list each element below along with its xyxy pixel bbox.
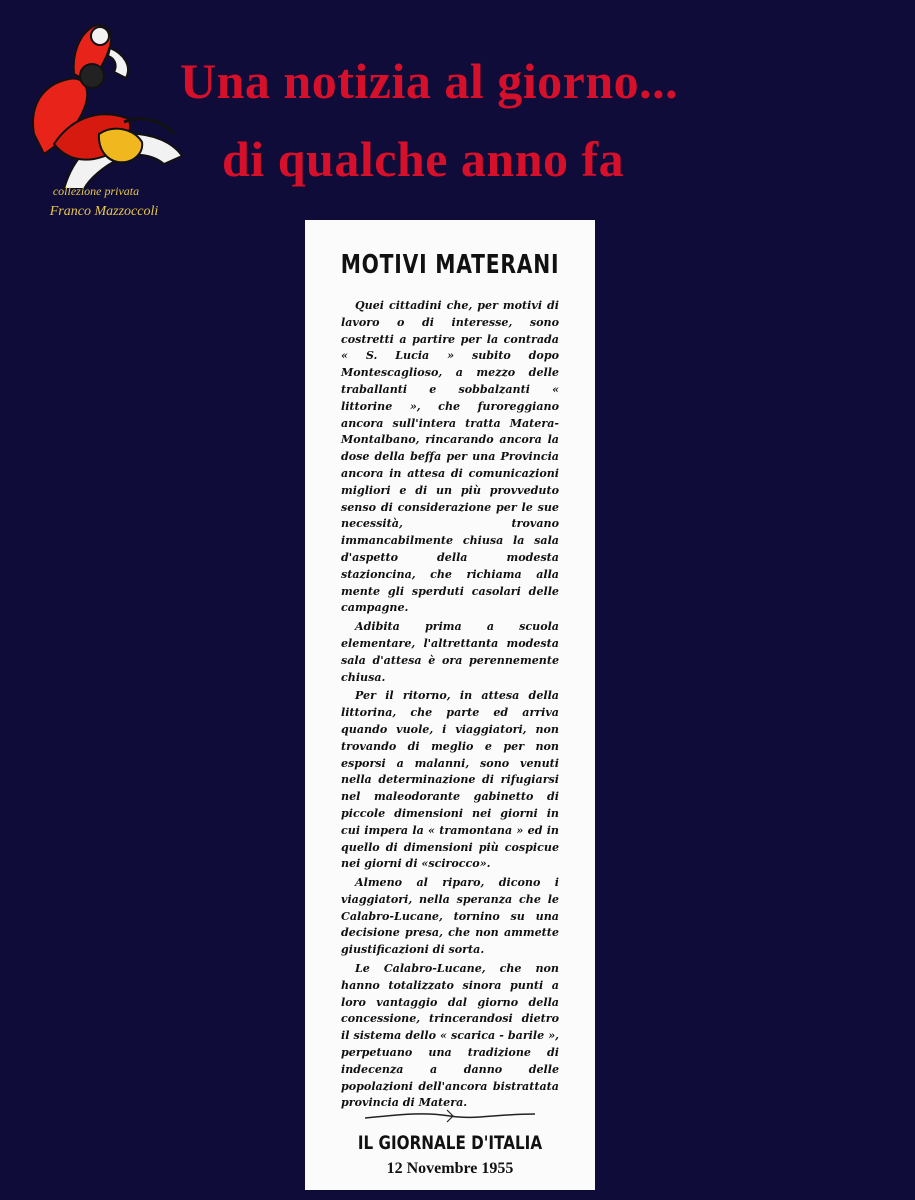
logo-caption-line1: collezione privata	[52, 184, 140, 198]
dancer-figure-icon	[14, 14, 194, 189]
article-paragraph: Adibita prima a scuola elementare, l'altrettanta modesta sala d'attesa è ora perennemente chiusa.	[341, 620, 559, 684]
collection-logo	[14, 14, 194, 224]
article-paragraph: Almeno al riparo, dicono i viaggiatori, nella speranza che le Calabro-Lucane, tornino su una decisione presa, che non ammette giustificazioni di sorta.	[341, 876, 559, 957]
newspaper-source: IL GIORNALE D'ITALIA	[357, 1132, 543, 1154]
article-paragraph: Le Calabro-Lucane, che non hanno totalizzato sinora punti a loro vantaggio dal giorno della concessione, trincerandosi dietro il sistema dello « scarica - barile », perpetuano una tradizione di indecenza a danno delle popolazioni dell'ancora bistrattata provincia di Matera.	[341, 962, 559, 1110]
headline-line2: di qualche anno fa	[222, 131, 625, 187]
article-title: MOTIVI MATERANI	[340, 250, 560, 280]
article-paragraph: Per il ritorno, in attesa della littorina, che parte ed arriva quando vuole, i viaggiatori, non trovando di meglio e per non esporsi a malanni, sono venuti nella determinazione di rifugiarsi nel maleodorante gabinetto di piccole dimensioni nei giorni in cui impera la « tramontana » ed in quello di dimensioni più cospicue nei giorni di «scirocco».	[341, 689, 559, 871]
publication-date: 12 Novembre 1955	[386, 1160, 514, 1177]
decorative-divider	[365, 1108, 535, 1124]
headline-line1: Una notizia al giorno...	[180, 53, 679, 109]
newspaper-clipping	[305, 220, 595, 1190]
logo-caption-line2: Franco Mazzoccoli	[49, 204, 159, 219]
article-paragraph: Quei cittadini che, per motivi di lavoro o di interesse, sono costretti a partire per la contrada « S. Lucia » subito dopo Montescaglioso, a mezzo delle traballanti e sobbalzanti « littorine », che furoreggiano ancora sull'intera tratta Matera-Montalbano, rincarando ancora la dose della beffa per una Provincia ancora in attesa di comunicazioni migliori e di un più provveduto senso di considerazione per le sue necessità, trovano immancabilmente chiusa la sala d'aspetto della modesta stazioncina, che richiama alla mente gli sperduti casolari delle campagne.	[341, 299, 559, 615]
article-body	[341, 298, 559, 1114]
